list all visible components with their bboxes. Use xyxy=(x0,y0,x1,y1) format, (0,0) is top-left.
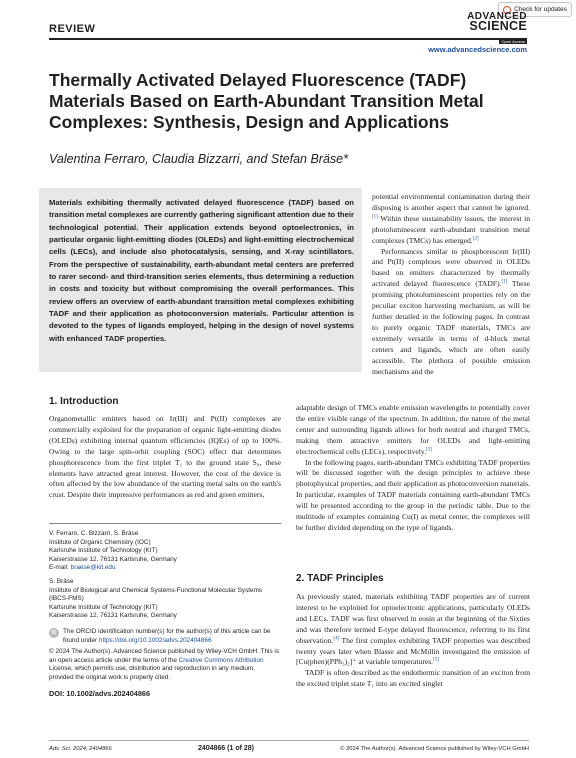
citation-link[interactable]: [2] xyxy=(472,236,479,242)
abstract-text: Materials exhibiting thermally activated delayed fluorescence (TADF) based on transition metal complexes are currently gathering significant attention due to their technological potential. Their application extends beyond optoelectronics, in particular organic light-emitting diodes (OLEDs) and light-emitting electrochemical cells (LECs), and include also photocatalysis, sensing, and X-ray scintillators. From the perspective of sustainability, earth-abundant metal centers are preferred to rarer second- and third-transition series elements, thus determining a reduction in costs and toxicity but without compromising the overall performances. This review offers an overview of earth-abundant transition metal complexes exhibiting TADF and their application as photoconversion materials. Particular attention is devoted to the types of ligands employed, helping in the design of novel systems with enhanced TADF properties. xyxy=(49,198,354,343)
right-column-lower xyxy=(296,592,530,690)
logo-line-2: SCIENCE xyxy=(469,19,527,33)
paragraph: As previously stated, materials exhibiting TADF properties are of current interest to be exploited for optoelectronic applications, particularly OLEDs and LECs. TADF was first observed in eosin at the beginning of the Sixties and was therefore termed E-type delayed fluorescence, referring to its first observation.[4] The first complex exhibiting TADF properties was described twenty years later when Blasse and McMillin investigated the emission of [Cu(phen)(PPh₃)₂]⁺ at variable temperatures.[5] xyxy=(296,592,530,667)
section-label: REVIEW xyxy=(49,23,96,35)
section-heading-tadf-principles: 2. TADF Principles xyxy=(296,573,384,584)
license-link[interactable]: Creative Commons Attribution xyxy=(178,656,264,664)
affiliation-rule xyxy=(49,523,281,524)
paragraph: potential environmental contamination during their disposing is another aspect that cannot be ignored.[1] Within these sustainability issues, the interest in photoluminescent earth-abundant transition metal complexes (TMCs) has emerged.[2] xyxy=(372,192,530,245)
paragraph: In the following pages, earth-abundant TMCs exhibiting TADF properties will be discussed together with the design principles to achieve these photophysical properties, and their application as photoconversion materials. In particular, examples of TADF materials containing earth-abundant TMCs will be presented according to the group in the periodic table. Due to the multitude of examples containing Cu(I) as metal center, the complexes will be further divided depending on the type of ligands. xyxy=(296,457,530,532)
footer-copyright: © 2024 The Author(s). Advanced Science published by Wiley-VCH GmbH xyxy=(340,745,529,752)
footer-rule xyxy=(49,740,529,741)
header-rule xyxy=(49,38,527,40)
footer-page-number: 2404866 (1 of 28) xyxy=(197,745,254,752)
orcid-icon: iD xyxy=(49,628,59,638)
orcid-note: iD The ORCID identification number(s) for the author(s) of this article can be found under https://doi.org/10.1002/advs.202404866 xyxy=(49,628,281,645)
orcid-link[interactable]: https://doi.org/10.1002/advs.202404866 xyxy=(98,636,212,644)
article-authors: Valentina Ferraro, Claudia Bizzarri, and Stefan Bräse* xyxy=(49,152,348,166)
left-column xyxy=(49,414,281,501)
citation-link[interactable]: [4] xyxy=(333,636,340,642)
section-heading-introduction: 1. Introduction xyxy=(49,396,119,407)
logo-line-1: ADVANCED xyxy=(467,11,527,22)
affiliations: V. Ferraro, C. Bizzarri, S. Bräse Institute of Organic Chemistry (IOC) Karlsruhe Institute of Technology (KIT) Kaiserstrasse 12, 76131 Karlsruhe, Germany E-mail: braese@kit.edu S. Bräse Institute of Biological and Chemical Systems-Functional Molecular Systems (IBCS-FMS) Karlsruhe Institute of Technology (KIT) Kaiserstrasse 12, 76131 Karlsruhe, Germany xyxy=(49,530,263,620)
right-column-top xyxy=(372,192,530,377)
journal-website-link[interactable]: www.advancedscience.com xyxy=(428,45,527,54)
citation-link[interactable]: [1] xyxy=(501,279,508,285)
paragraph: TADF is often described as the endothermic transition of an exciton from the excited triplet state T₁ into an excited singlet xyxy=(296,668,530,689)
email-link[interactable]: braese@kit.edu xyxy=(70,564,116,572)
paragraph: Organometallic emitters based on Ir(III) and Pt(II) complexes are commercially exploited for the preparation of organic light-emitting diodes (OLEDs) exhibiting internal quantum efficiencies (IQEs) of up to 100%. Owing to the large spin-orbit coupling (SOC) effect that determines phosphorescence from the first triplet T₁ to the ground state S₀, these elements have attracted great interest. However, the cost of the device is often affected by the low abundance of the starting metal salts on the earth's crust. Despite their impressive performances as red and green emitters, xyxy=(49,414,281,500)
citation-link[interactable]: [5] xyxy=(433,657,439,663)
license-note: © 2024 The Author(s). Advanced Science published by Wiley-VCH GmbH. This is an open access article under the terms of the Creative Commons Attribution License, which permits use, distribution and reproduction in any medium, provided the original work is properly cited. xyxy=(49,648,280,681)
paragraph: Performances similar to phosphorescent Ir(III) and Pt(II) complexes were observed in OLEDs based on emitters characterized by thermally activated delayed fluorescence (TADF).[1] These promising photoluminescent properties rely on the peculiar exciton harvesting mechanism, as will be further detailed in the following pages. In contrast to purely organic TADF materials, TMCs are extremely versatile in terms of d-block metal centers and ligands, which are often easily accessible. The plethora of possible emission mechanisms and the xyxy=(372,246,530,376)
citation-link[interactable]: [1] xyxy=(372,214,378,220)
paragraph: adaptable design of TMCs enable emission wavelengths to potentially cover the entire visible range of the spectrum. In addition, the nature of the metal center and surrounding ligands allows for both neutral and charged TMCs, making them attractive emitters for OLEDs and light-emitting electrochemical cells (LECs), respectively.[3] xyxy=(296,403,530,456)
abstract-box xyxy=(39,188,362,372)
logo-tag: Open Access xyxy=(501,39,525,45)
citation-link[interactable]: [3] xyxy=(426,447,432,453)
footer-citation: Adv. Sci. 2024, 2404866 xyxy=(49,745,112,752)
article-title: Thermally Activated Delayed Fluorescence (TADF) Materials Based on Earth-Abundant Transition Metal Complexes: Synthesis, Design and Applications xyxy=(49,70,484,132)
right-column xyxy=(296,403,530,534)
doi-label: DOI: 10.1002/advs.202404866 xyxy=(49,689,151,698)
page-footer xyxy=(49,745,529,752)
check-updates-label: Check for updates xyxy=(514,6,567,13)
journal-logo xyxy=(467,12,527,47)
